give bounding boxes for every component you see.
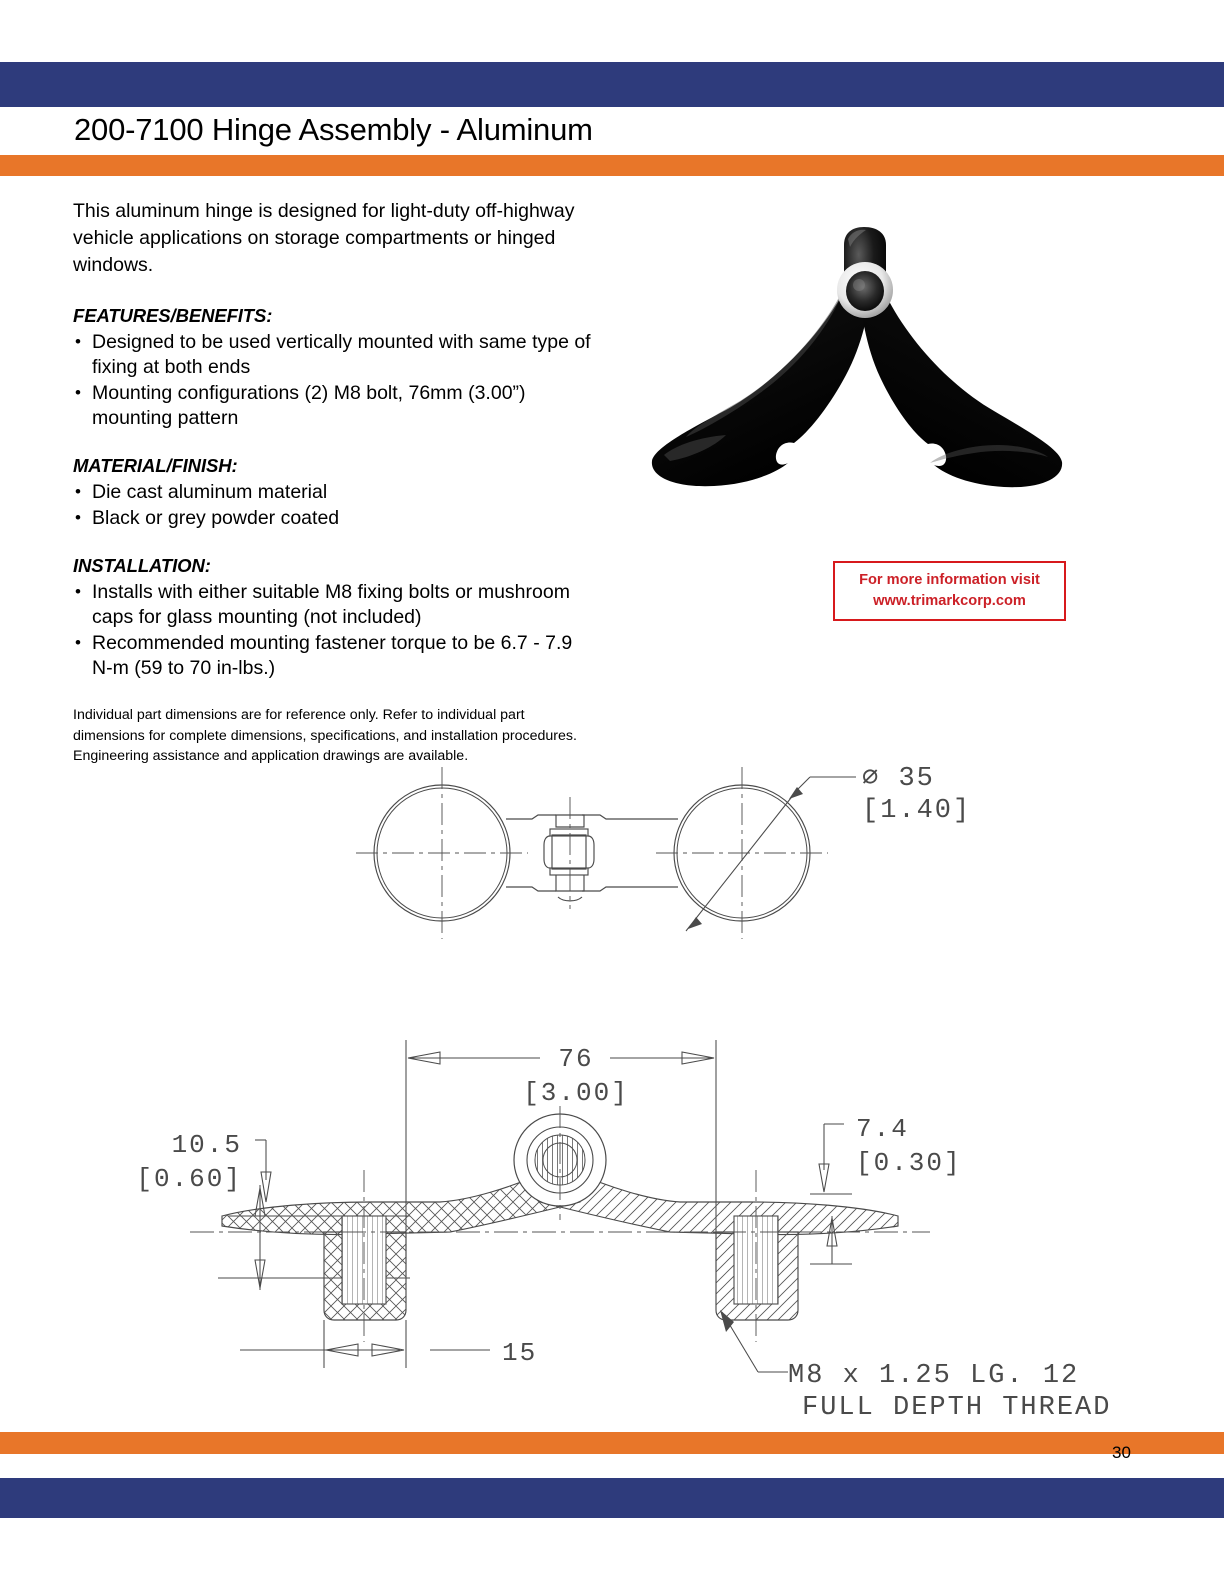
right-height-imperial-label: [0.30] [856,1148,962,1178]
thread-spec-line-1: M8 x 1.25 LG. 12 [788,1361,1080,1391]
arm-top-edge-left [506,815,556,819]
list-item: • Installs with either suitable M8 fixing bolts or mushroom caps for glass mounting (not included) [73,580,598,630]
hinge-left-arm [652,277,870,486]
diameter-leader [686,777,856,931]
left-height-metric-label: 10.5 [171,1130,242,1160]
material-bullet-list [73,480,598,531]
footer-orange-bar [0,1432,1224,1454]
info-box-line-1: For more information visit [859,572,1040,588]
drawing-top-view [310,735,990,970]
list-item: • Designed to be used vertically mounted with same type of fixing at both ends [73,330,598,380]
list-item: • Recommended mounting fastener torque to be 6.7 - 7.9 N-m (59 to 70 in-lbs.) [73,631,598,681]
arm-bottom-edge-left [506,887,556,891]
right-height-leader [810,1124,852,1264]
list-item: • Mounting configurations (2) M8 bolt, 76mm (3.00”) mounting pattern [73,381,598,431]
section-heading-features: FEATURES/BENEFITS: [73,305,273,326]
intro-paragraph: This aluminum hinge is designed for light-duty off-highway vehicle applications on storage compartments or hinged windows. [73,200,575,276]
boss-width-label: 15 [502,1338,538,1368]
info-box-line-2[interactable]: www.trimarkcorp.com [873,593,1026,609]
arm-bottom-edge-right [582,887,678,891]
header-orange-bar [0,155,1224,176]
section-heading-installation: INSTALLATION: [73,555,211,576]
centerlines [356,767,828,939]
hinge-right-arm [860,277,1062,487]
left-height-imperial-label: [0.60] [136,1164,242,1194]
hinge-pivot-hub [837,227,893,319]
thread-spec-line-2: FULL DEPTH THREAD [802,1393,1112,1420]
footer-navy-bar [0,1478,1224,1518]
section-heading-material: MATERIAL/FINISH: [73,455,238,476]
more-information-box[interactable] [833,561,1066,621]
header-navy-bar [0,62,1224,107]
installation-bullet-list [73,580,598,681]
width-metric-label: 76 [558,1044,594,1074]
features-bullet-list [73,330,598,431]
product-photo-hinge [630,205,1090,500]
drawing-section-view [110,1020,1120,1420]
diameter-metric-label: ⌀ 35 [862,764,935,794]
diameter-imperial-label: [1.40] [862,796,972,826]
page-number: 30 [1112,1443,1131,1462]
hinge-knuckle [544,815,594,901]
text-column [73,198,598,767]
width-imperial-label: [3.00] [523,1078,629,1108]
right-height-metric-label: 7.4 [856,1114,909,1144]
list-item: • Die cast aluminum material [73,480,598,505]
disclaimer-paragraph: Individual part dimensions are for reference only. Refer to individual part dimensions for complete dimensions, specifications, and installation procedures. Engineering assistance and application drawings are available. [73,707,577,764]
list-item: • Black or grey powder coated [73,506,598,531]
arm-top-edge-right [582,815,678,819]
hinge-cross-section [190,1106,930,1342]
boss-width-dimension [240,1320,490,1368]
left-height-leader [255,1140,271,1202]
page-title: 200-7100 Hinge Assembly - Aluminum [74,112,593,147]
